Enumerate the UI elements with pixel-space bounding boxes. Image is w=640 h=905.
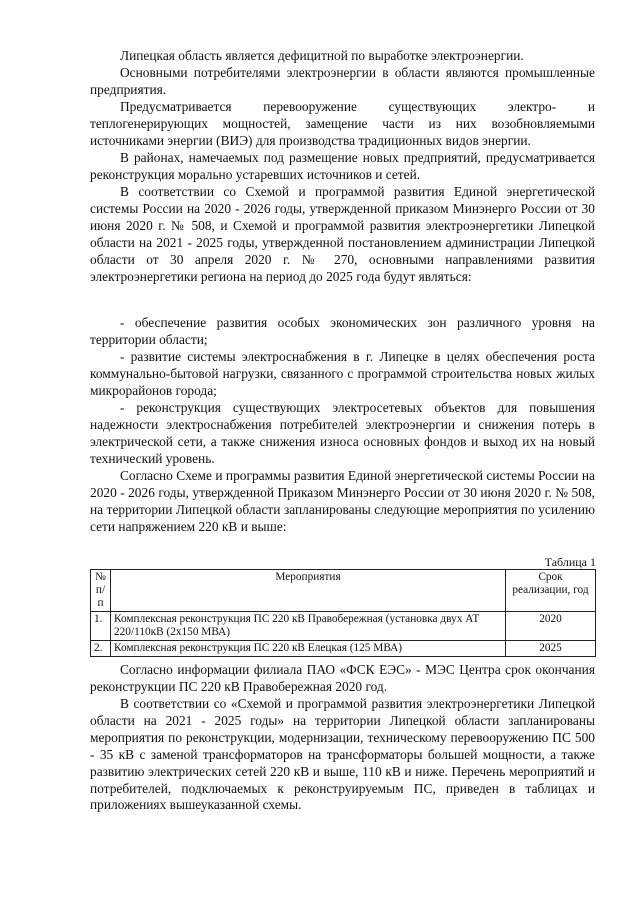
paragraph-deficit: Липецкая область является дефицитной по выработке электроэнергии.	[120, 48, 524, 63]
table-caption: Таблица 1	[544, 555, 596, 569]
table-row	[91, 612, 596, 641]
header-term: Срок реализации, год	[506, 570, 596, 612]
paragraph-new-districts: В районах, намечаемых под размещение новых предприятий, предусматривается реконструкция морально устаревших источников и сетей.	[90, 150, 595, 182]
paragraph-regional-program: В соответствии со «Схемой и программой развития электроэнергетики Липецкой области на 2021 - 2025 годы» на территории Липецкой области запланированы мероприятия по реконструкции, модернизации, техническому перевооружению ПС 500 - 35 кВ с заменой трансформаторов на трансформаторы большей мощности, а также развитию электрических сетей 220 кВ и выше, 110 кВ и ниже. Перечень мероприятий и потребителей, подключаемых к реконструируемым ПС, приведен в таблицах и приложениях вышеуказанной схемы.	[90, 696, 595, 813]
paragraph-fsk-info: Согласно информации филиала ПАО «ФСК ЕЭС» - МЭС Центра срок окончания реконструкции ПС 220 кВ Правобережная 2020 год.	[90, 662, 595, 694]
paragraph-rearmament: Предусматривается перевооружение существующих электро- и теплогенерирующих мощностей, замещение части из них возобновляемыми источниками энергии (ВИЭ) для производства традиционных видов энергии.	[90, 99, 595, 148]
row-num: 1.	[91, 612, 111, 641]
row-term: 2025	[506, 641, 596, 657]
header-num: № п/п	[91, 570, 111, 612]
list-item-economic-zones: - обеспечение развития особых экономических зон различного уровня на территории области;	[90, 315, 595, 347]
row-term: 2020	[506, 612, 596, 641]
row-num: 2.	[91, 641, 111, 657]
header-event: Мероприятия	[111, 570, 506, 612]
measures-table	[90, 569, 596, 657]
paragraph-planned-220kv: Согласно Схеме и программы развития Единой энергетической системы России на 2020 - 2026 годы, утвержденной Приказом Минэнерго России от 30 июня 2020 г. № 508, на территории Липецкой области запланированы следующие мероприятия по усилению сети напряжением 220 кВ и выше:	[90, 468, 595, 534]
row-event: Комплексная реконструкция ПС 220 кВ Правобережная (установка двух АТ 220/110кВ (2х150 МВА)	[111, 612, 506, 641]
paragraph-scheme-program: В соответствии со Схемой и программой развития Единой энергетической системы России на 2020 - 2026 годы, утвержденной приказом Минэнерго России от 30 июня 2020 г. № 508, и Схемой и программой развития электроэнергетики Липецкой области на 2021 - 2025 годы, утвержденной постановлением администрации Липецкой области от 30 апреля 2020 г. № 270, основными направлениями развития электроэнергетики региона на период до 2025 года будут являться:	[90, 184, 595, 284]
list-item-reconstruction: - реконструкция существующих электросетевых объектов для повышения надежности электроснабжения потребителей электроэнергии и снижения потерь в электрической сети, а также снижения износа основных фондов и выход их на новый технический уровень.	[90, 400, 595, 466]
table-row	[91, 641, 596, 657]
paragraph-consumers: Основными потребителями электроэнергии в области являются промышленные предприятия.	[90, 65, 595, 97]
row-event: Комплексная реконструкция ПС 220 кВ Елецкая (125 МВА)	[111, 641, 506, 657]
table-header-row	[91, 570, 596, 612]
list-item-power-supply-lipetsk: - развитие системы электроснабжения в г. Липецке в целях обеспечения роста коммунально-бытовой нагрузки, связанного с программой строительства новых жилых микрорайонов города;	[90, 349, 595, 398]
